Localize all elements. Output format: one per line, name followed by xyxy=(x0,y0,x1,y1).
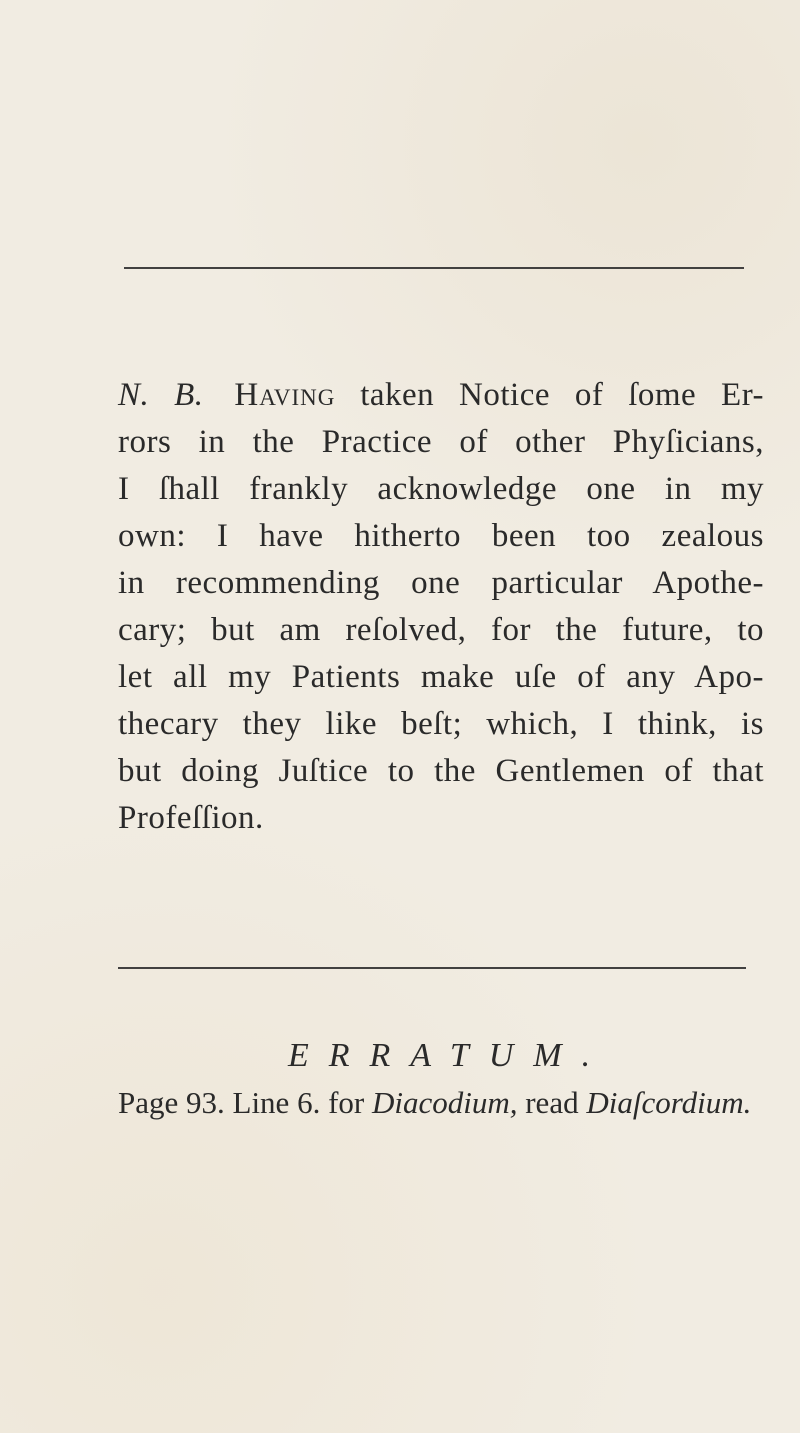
erratum-wrong-word: Diacodium, xyxy=(371,1085,518,1120)
note-line-6: cary; but am reſolved, for the future, to xyxy=(118,612,764,648)
note-line-4: own: I have hitherto been too zealous xyxy=(118,518,764,554)
erratum-text xyxy=(118,1084,768,1122)
note-line-1 xyxy=(118,375,764,415)
top-rule xyxy=(124,267,744,269)
note-line-7: let all my Patients make uſe of any Apo- xyxy=(118,659,764,695)
note-line-5: in recommending one particular Apothe- xyxy=(118,565,764,601)
erratum-prefix: Page 93. Line 6. for xyxy=(118,1085,372,1120)
note-line-10: Profeſſion. xyxy=(118,800,264,836)
erratum-middle: read xyxy=(525,1085,587,1120)
note-lead: Having xyxy=(234,377,336,413)
bottom-rule xyxy=(118,967,746,969)
note-line-9: but doing Juſtice to the Gentlemen of that xyxy=(118,753,764,789)
note-line-2: rors in the Practice of other Phyſicians, xyxy=(118,424,764,460)
note-line-3: I ſhall frankly acknowledge one in my xyxy=(118,471,764,507)
note-line-1-text: taken Notice of ſome Er- xyxy=(360,377,765,413)
note-line-8: thecary they like beſt; which, I think, is xyxy=(118,706,764,742)
erratum-correct-word: Diaſcordium. xyxy=(586,1085,752,1120)
erratum-title: ERRATUM. xyxy=(288,1037,611,1074)
note-prefix: N. B. xyxy=(118,377,204,413)
